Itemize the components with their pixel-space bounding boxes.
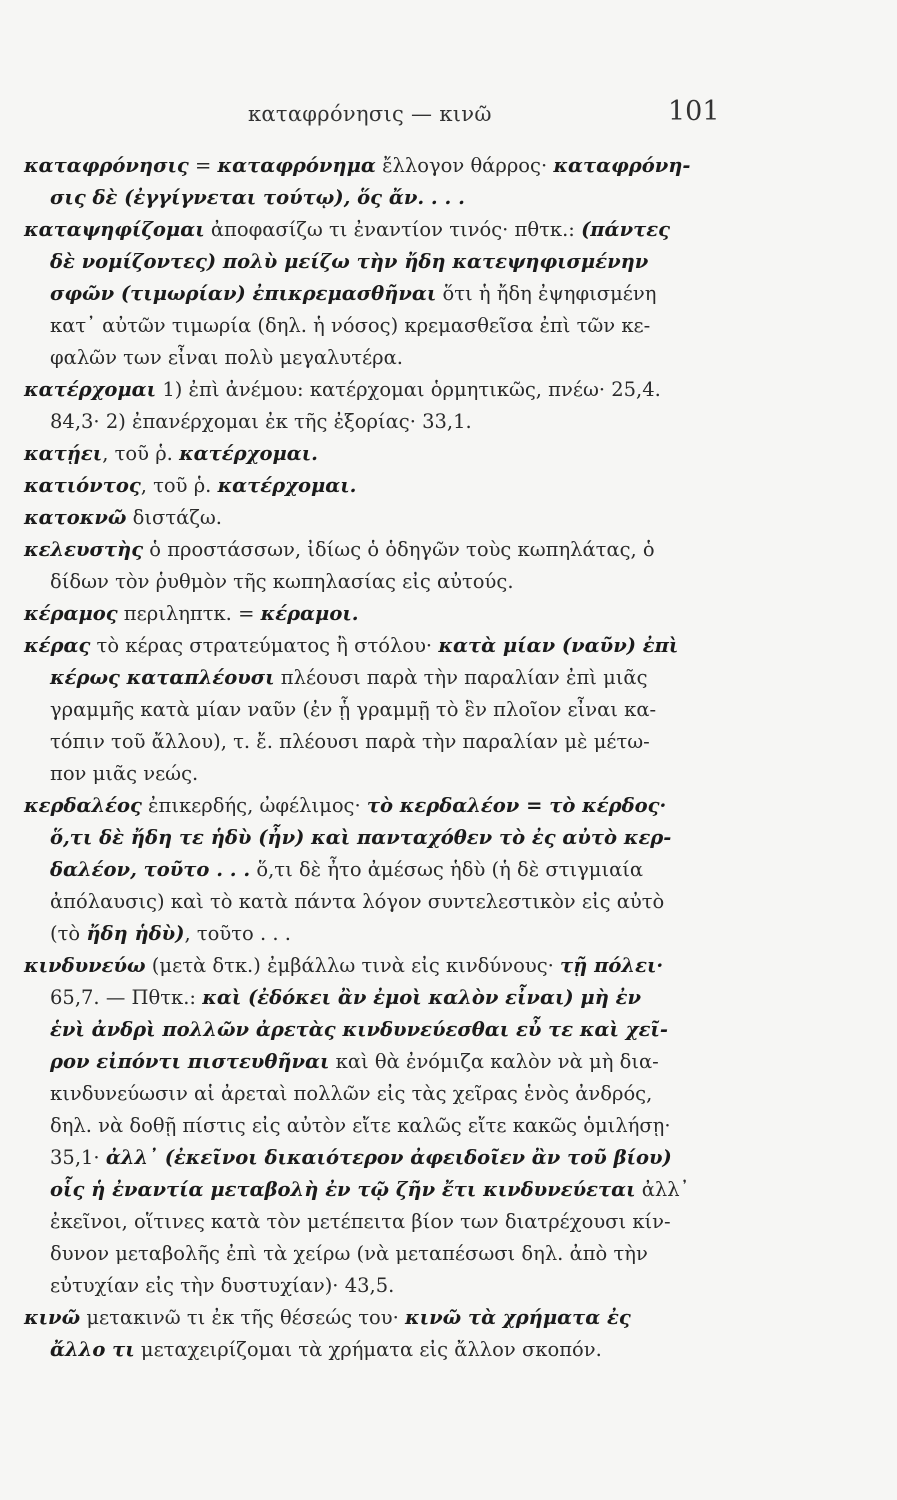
- text-line: [24, 886, 744, 918]
- text-line: [24, 1174, 744, 1206]
- text-line: [24, 630, 744, 662]
- quotation: δαλέον, τοῦτο . . .: [50, 858, 251, 881]
- gloss-text: =: [188, 154, 218, 177]
- quotation: κατὰ μίαν (ναῦν) ἐπὶ: [438, 634, 679, 657]
- text-line: [24, 310, 744, 342]
- gloss-text: εὐτυχίαν εἰς τὴν δυστυχίαν)· 43,5.: [50, 1274, 395, 1297]
- gloss-text: τὸ κέρας στρατεύματος ἢ στόλου·: [90, 634, 439, 657]
- quotation: δὲ νομίζοντες) πολὺ μείζω τὴν ἤδη κατεψηφισμένην: [50, 250, 649, 273]
- quotation: καταφρόνη-: [553, 154, 691, 177]
- text-line: [24, 1334, 744, 1366]
- text-line: [24, 278, 744, 310]
- gloss-text: 84,3· 2) ἐπανέρχομαι ἐκ τῆς ἐξορίας· 33,1.: [50, 410, 472, 433]
- quotation: (πάντες: [581, 218, 670, 241]
- quotation: κινῶ τὰ χρήματα ἐς: [405, 1306, 631, 1329]
- quotation: κέραμοι.: [260, 602, 359, 625]
- quotation: ἄλλο τι: [50, 1338, 135, 1361]
- quotation: κέρως καταπλέουσι: [50, 666, 275, 689]
- headword: κινδυνεύω: [24, 954, 146, 977]
- text-line: [24, 950, 744, 982]
- headword: κατοκνῶ: [24, 506, 127, 529]
- gloss-text: δηλ. νὰ δοθῇ πίστις εἰς αὐτὸν εἴτε καλῶς εἴτε κακῶς ὁμιλήσῃ·: [50, 1114, 671, 1137]
- quotation: ἑνὶ ἀνδρὶ πολλῶν ἀρετὰς κινδυνεύεσθαι εὖ τε καὶ χεῖ-: [50, 1018, 668, 1041]
- text-line: [24, 790, 744, 822]
- gloss-text: ὁ προστάσσων, ἰδίως ὁ ὁδηγῶν τοὺς κωπηλάτας, ὁ: [143, 538, 655, 561]
- text-line: [24, 726, 744, 758]
- gloss-text: δίδων τὸν ῥυθμὸν τῆς κωπηλασίας εἰς αὐτούς.: [50, 570, 514, 593]
- text-line: [24, 534, 744, 566]
- quotation: ρον εἰπόντι πιστευθῆναι: [50, 1050, 330, 1073]
- text-line: [24, 470, 744, 502]
- quotation: σφῶν (τιμωρίαν) ἐπικρεμασθῆναι: [50, 282, 437, 305]
- gloss-text: τόπιν τοῦ ἄλλου), τ. ἔ. πλέουσι παρὰ τὴν παραλίαν μὲ μέτω-: [50, 730, 650, 753]
- gloss-text: ἀποφασίζω τι ἐναντίον τινός· πθτκ.:: [204, 218, 582, 241]
- gloss-text: (τὸ: [50, 922, 87, 945]
- quotation: καταφρόνημα: [217, 154, 376, 177]
- text-line: [24, 374, 744, 406]
- text-line: [24, 854, 744, 886]
- text-line: [24, 694, 744, 726]
- text-line: [24, 502, 744, 534]
- headword: κινῶ: [24, 1306, 81, 1329]
- text-line: [24, 1142, 744, 1174]
- text-line: [24, 1302, 744, 1334]
- text-line: [24, 598, 744, 630]
- gloss-text: μετακινῶ τι ἐκ τῆς θέσεώς του·: [80, 1306, 406, 1329]
- gloss-text: γραμμῆς κατὰ μίαν ναῦν (ἐν ᾗ γραμμῇ τὸ ἓν πλοῖον εἶναι κα-: [50, 698, 657, 721]
- text-line: [24, 342, 744, 374]
- dictionary-entries: [24, 150, 744, 1366]
- text-line: [24, 1238, 744, 1270]
- text-line: [24, 1046, 744, 1078]
- gloss-text: , τοῦ ῥ.: [140, 474, 218, 497]
- headword: καταφρόνησις: [24, 154, 189, 177]
- page-number: 101: [668, 96, 720, 127]
- gloss-text: 1) ἐπὶ ἀνέμου: κατέρχομαι ὁρμητικῶς, πνέω· 25,4.: [156, 378, 661, 401]
- text-line: [24, 1270, 744, 1302]
- gloss-text: κατ᾿ αὐτῶν τιμωρία (δηλ. ἡ νόσος) κρεμασθεῖσα ἐπὶ τῶν κε-: [50, 314, 651, 337]
- gloss-text: πλέουσι παρὰ τὴν παραλίαν ἐπὶ μιᾶς: [274, 666, 648, 689]
- gloss-text: διστάζω.: [126, 506, 222, 529]
- text-line: [24, 1014, 744, 1046]
- gloss-text: ὅ,τι δὲ ἦτο ἀμέσως ἡδὺ (ἡ δὲ στιγμιαία: [250, 858, 644, 881]
- text-line: [24, 182, 744, 214]
- text-line: [24, 822, 744, 854]
- page-header: [0, 96, 897, 136]
- gloss-text: ἐκεῖνοι, οἵτινες κατὰ τὸν μετέπειτα βίον των διατρέχουσι κίν-: [50, 1210, 671, 1233]
- text-line: [24, 1206, 744, 1238]
- quotation: κατέρχομαι.: [217, 474, 357, 497]
- gloss-text: ἔλλογον θάρρος·: [375, 154, 554, 177]
- gloss-text: κινδυνεύωσιν αἱ ἀρεταὶ πολλῶν εἰς τὰς χεῖρας ἑνὸς ἀνδρός,: [50, 1082, 653, 1105]
- gloss-text: (μετὰ δτκ.) ἐμβάλλω τινὰ εἰς κινδύνους·: [145, 954, 561, 977]
- text-line: [24, 406, 744, 438]
- text-line: [24, 1110, 744, 1142]
- headword: κατῄει: [24, 442, 103, 465]
- headword: κατέρχομαι: [24, 378, 157, 401]
- headword: κατιόντος: [24, 474, 141, 497]
- gloss-text: ἀπόλαυσις) καὶ τὸ κατὰ πάντα λόγον συντελεστικὸν εἰς αὐτὸ: [50, 890, 665, 913]
- gloss-text: ὅτι ἡ ἤδη ἐψηφισμένη: [436, 282, 657, 305]
- text-line: [24, 758, 744, 790]
- quotation: σις δὲ (ἐγγίγνεται τούτῳ), ὅς ἄν. . . .: [50, 186, 465, 209]
- text-line: [24, 982, 744, 1014]
- text-line: [24, 438, 744, 470]
- quotation: ἀλλ᾿ (ἐκεῖνοι δικαιότερον ἀφειδοῖεν ἂν τοῦ βίου): [105, 1146, 672, 1169]
- gloss-text: περιληπτκ. =: [117, 602, 261, 625]
- headword: κελευστὴς: [24, 538, 144, 561]
- headword: καταψηφίζομαι: [24, 218, 205, 241]
- gloss-text: 35,1·: [50, 1146, 106, 1169]
- text-line: [24, 246, 744, 278]
- gloss-text: καὶ θὰ ἐνόμιζα καλὸν νὰ μὴ δια-: [329, 1050, 659, 1073]
- headword: κερδαλέος: [24, 794, 142, 817]
- quotation: καὶ (ἐδόκει ἂν ἐμοὶ καλὸν εἶναι) μὴ ἐν: [202, 986, 642, 1009]
- gloss-text: ἐπικερδής, ὠφέλιμος·: [141, 794, 367, 817]
- gloss-text: φαλῶν των εἶναι πολὺ μεγαλυτέρα.: [50, 346, 403, 369]
- quotation: οἷς ἡ ἐναντία μεταβολὴ ἐν τῷ ζῆν ἔτι κινδυνεύεται: [50, 1178, 636, 1201]
- gloss-text: πον μιᾶς νεώς.: [50, 762, 199, 785]
- quotation: κατέρχομαι.: [179, 442, 318, 465]
- gloss-text: ἀλλ᾿: [635, 1178, 690, 1201]
- text-line: [24, 918, 744, 950]
- text-line: [24, 214, 744, 246]
- quotation: ὅ,τι δὲ ἤδη τε ἡδὺ (ἦν) καὶ πανταχόθεν τὸ ἐς αὐτὸ κερ-: [50, 826, 672, 849]
- running-title: καταφρόνησις — κινῶ: [248, 102, 492, 126]
- headword: κέρας: [24, 634, 91, 657]
- headword: κέραμος: [24, 602, 118, 625]
- gloss-text: , τοῦ ῥ.: [102, 442, 180, 465]
- quotation: τῇ πόλει·: [560, 954, 664, 977]
- quotation: ἤδη ἡδὺ): [86, 922, 185, 945]
- gloss-text: 65,7. — Πθτκ.:: [50, 986, 203, 1009]
- gloss-text: μεταχειρίζομαι τὰ χρήματα εἰς ἄλλον σκοπόν.: [134, 1338, 602, 1361]
- text-line: [24, 566, 744, 598]
- gloss-text: δυνον μεταβολῆς ἐπὶ τὰ χείρω (νὰ μεταπέσωσι δηλ. ἀπὸ τὴν: [50, 1242, 648, 1265]
- text-line: [24, 662, 744, 694]
- text-line: [24, 150, 744, 182]
- quotation: τὸ κερδαλέον = τὸ κέρδος·: [366, 794, 667, 817]
- gloss-text: , τοῦτο . . .: [184, 922, 291, 945]
- text-line: [24, 1078, 744, 1110]
